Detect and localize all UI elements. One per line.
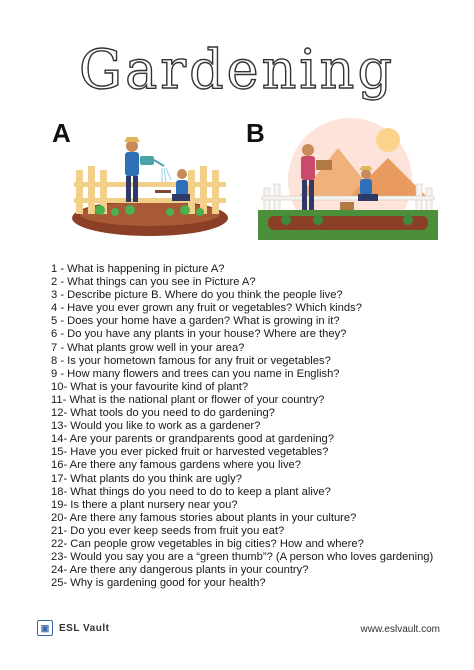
question-item: 10- What is your favourite kind of plant? <box>51 380 249 393</box>
question-item: 7 - What plants grow well in your area? <box>51 341 245 354</box>
website-url: www.eslvault.com <box>360 624 440 635</box>
picture-b-label: B <box>246 118 265 148</box>
question-item: 16- Are there any famous gardens where you live? <box>51 459 301 472</box>
question-item: 14- Are your parents or grandparents good at gardening? <box>51 433 334 446</box>
question-item: 25- Why is gardening good for your health? <box>51 577 266 590</box>
question-item: 8 - Is your hometown famous for any fruit or vegetables? <box>51 354 331 367</box>
question-item: 12- What tools do you need to do gardening? <box>51 407 275 420</box>
question-item: 3 - Describe picture B. Where do you think the people live? <box>51 289 343 302</box>
page-title: Gardening <box>78 38 396 101</box>
brand-name: ESL Vault <box>59 622 110 634</box>
gardening-illustration-a <box>70 130 230 240</box>
esl-vault-logo-icon: ▣ <box>37 620 53 636</box>
gardening-illustration-b <box>258 118 438 240</box>
question-item: 24- Are there any dangerous plants in your country? <box>51 564 309 577</box>
question-item: 13- Would you like to work as a gardener? <box>51 420 261 433</box>
question-item: 18- What things do you need to do to keep a plant alive? <box>51 485 331 498</box>
question-item: 19- Is there a plant nursery near you? <box>51 498 238 511</box>
esl-vault-logo <box>37 620 109 636</box>
picture-a-label: A <box>52 118 71 148</box>
question-item: 4 - Have you ever grown any fruit or vegetables? Which kinds? <box>51 302 362 315</box>
question-item: 15- Have you ever picked fruit or harvested vegetables? <box>51 446 329 459</box>
question-item: 6 - Do you have any plants in your house? Where are they? <box>51 328 347 341</box>
question-item: 21- Do you ever keep seeds from fruit you eat? <box>51 524 285 537</box>
question-item: 9 - How many flowers and trees can you name in English? <box>51 367 340 380</box>
question-list <box>51 263 433 590</box>
question-item: 2 - What things can you see in Picture A? <box>51 276 256 289</box>
question-item: 17- What plants do you think are ugly? <box>51 472 242 485</box>
question-item: 22- Can people grow vegetables in big cities? How and where? <box>51 537 364 550</box>
question-item: 11- What is the national plant or flower of your country? <box>51 393 325 406</box>
question-item: 1 - What is happening in picture A? <box>51 263 225 275</box>
question-item: 23- Would you say you are a “green thumb”? (A person who loves gardening) <box>51 551 434 564</box>
question-item: 20- Are there any famous stories about plants in your culture? <box>51 511 357 524</box>
question-item: 5 - Does your home have a garden? What is growing in it? <box>51 315 340 328</box>
